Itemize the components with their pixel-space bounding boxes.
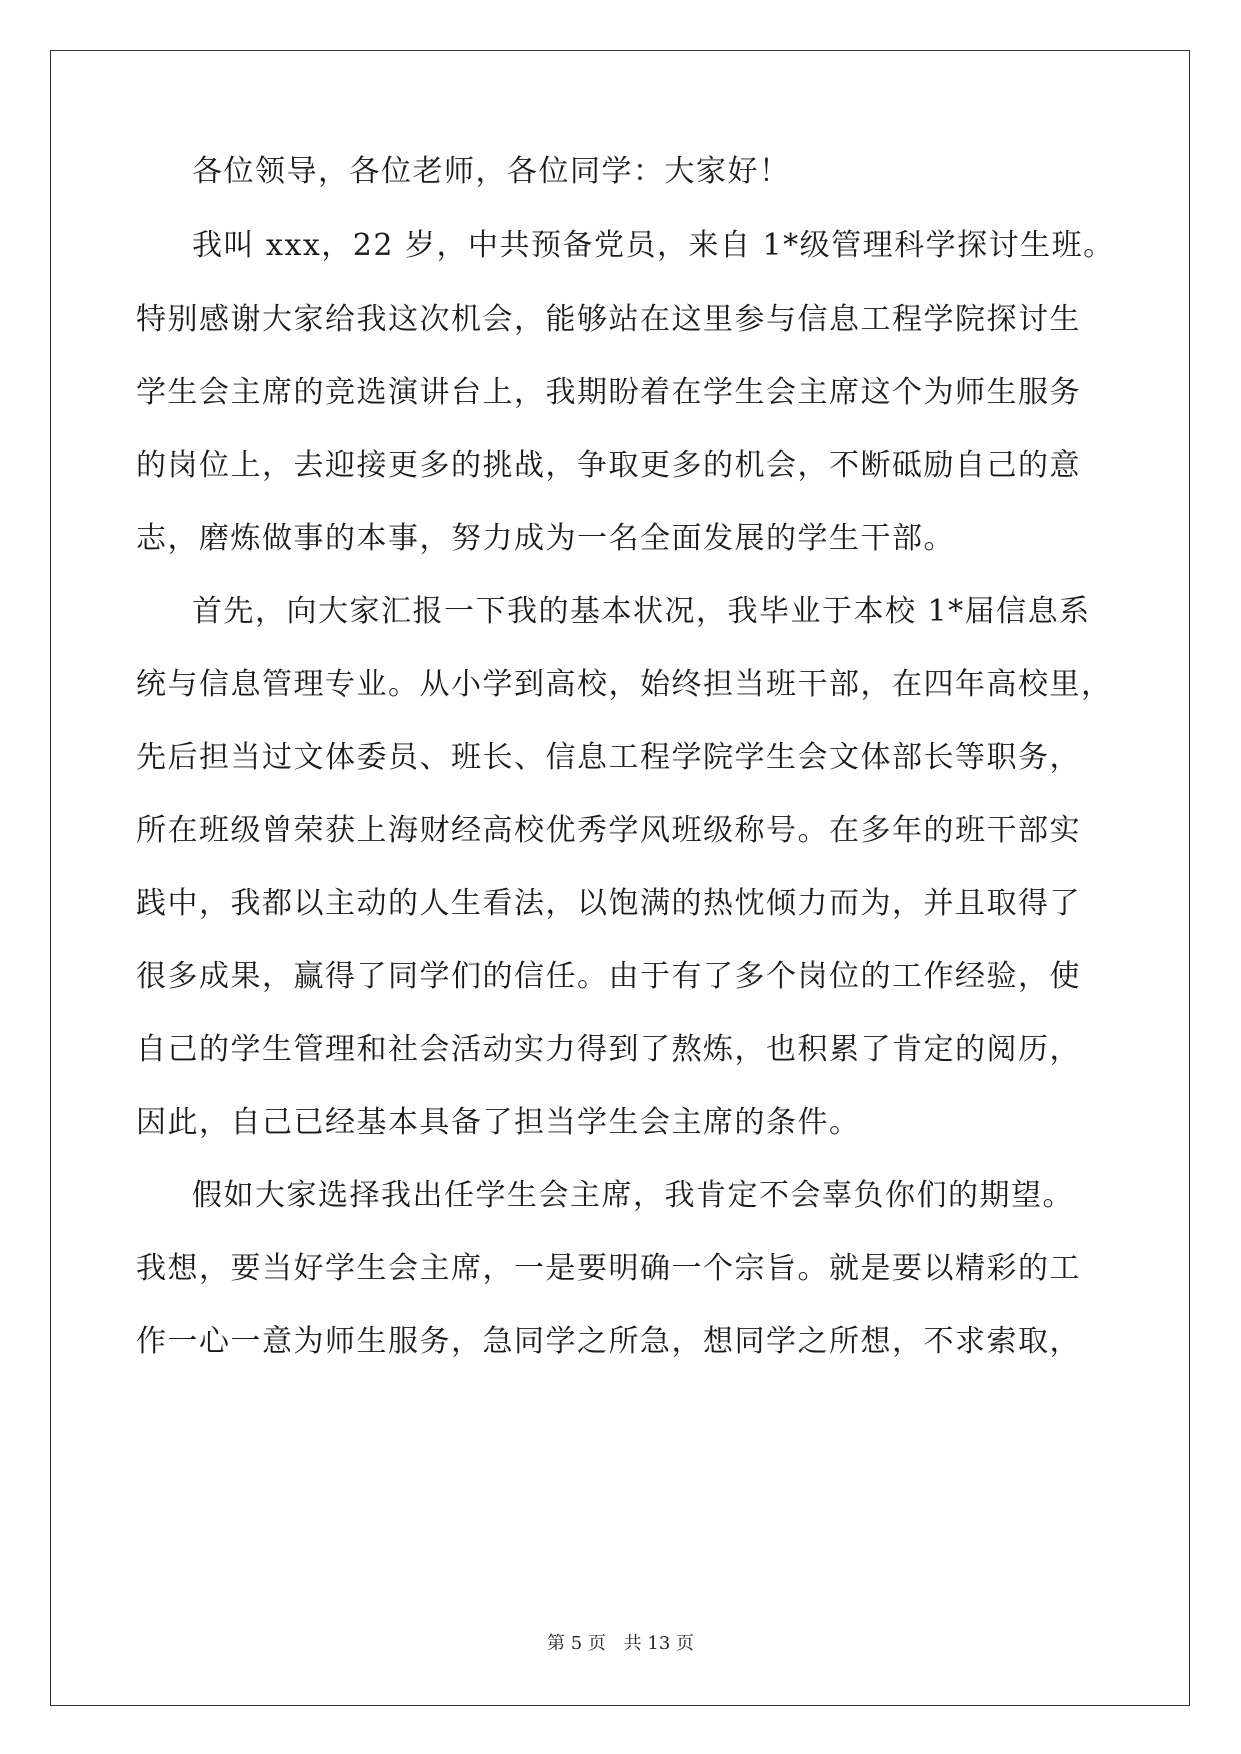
text-line: 作一心一意为师生服务，急同学之所急，想同学之所想，不求索取，: [136, 1324, 1081, 1359]
text-line: 自己的学生管理和社会活动实力得到了熬炼，也积累了肯定的阅历，: [136, 1032, 1081, 1067]
text-line: 践中，我都以主动的人生看法，以饱满的热忱倾力而为，并且取得了: [136, 886, 1081, 921]
text-line: 所在班级曾荣获上海财经高校优秀学风班级称号。在多年的班干部实: [136, 813, 1081, 848]
text-line: 首先，向大家汇报一下我的基本状况，我毕业于本校 1*届信息系: [192, 594, 1091, 629]
text-line: 我叫 xxx，22 岁，中共预备党员，来自 1*级管理科学探讨生班。: [192, 228, 1115, 263]
text-line: 统与信息管理专业。从小学到高校，始终担当班干部，在四年高校里，: [136, 667, 1113, 702]
text-line: 先后担当过文体委员、班长、信息工程学院学生会文体部长等职务，: [136, 740, 1081, 775]
total-pages: 共 13 页: [623, 1633, 694, 1654]
page-border: [50, 50, 1190, 1706]
text-line: 因此，自己已经基本具备了担当学生会主席的条件。: [136, 1105, 861, 1140]
page-number: 第 5 页: [547, 1633, 606, 1654]
text-line: 特别感谢大家给我这次机会，能够站在这里参与信息工程学院探讨生: [136, 302, 1081, 337]
text-line: 学生会主席的竞选演讲台上，我期盼着在学生会主席这个为师生服务: [136, 375, 1081, 410]
text-line: 很多成果，赢得了同学们的信任。由于有了多个岗位的工作经验，使: [136, 959, 1081, 994]
text-line: 我想，要当好学生会主席，一是要明确一个宗旨。就是要以精彩的工: [136, 1251, 1081, 1286]
salutation-line: 各位领导，各位老师，各位同学：大家好！: [192, 154, 791, 189]
text-line: 志，磨炼做事的本事，努力成为一名全面发展的学生干部。: [136, 521, 955, 556]
page-footer: [0, 1632, 1241, 1656]
text-line: 假如大家选择我出任学生会主席，我肯定不会辜负你们的期望。: [192, 1178, 1074, 1213]
text-line: 的岗位上，去迎接更多的挑战，争取更多的机会，不断砥励自己的意: [136, 448, 1081, 483]
